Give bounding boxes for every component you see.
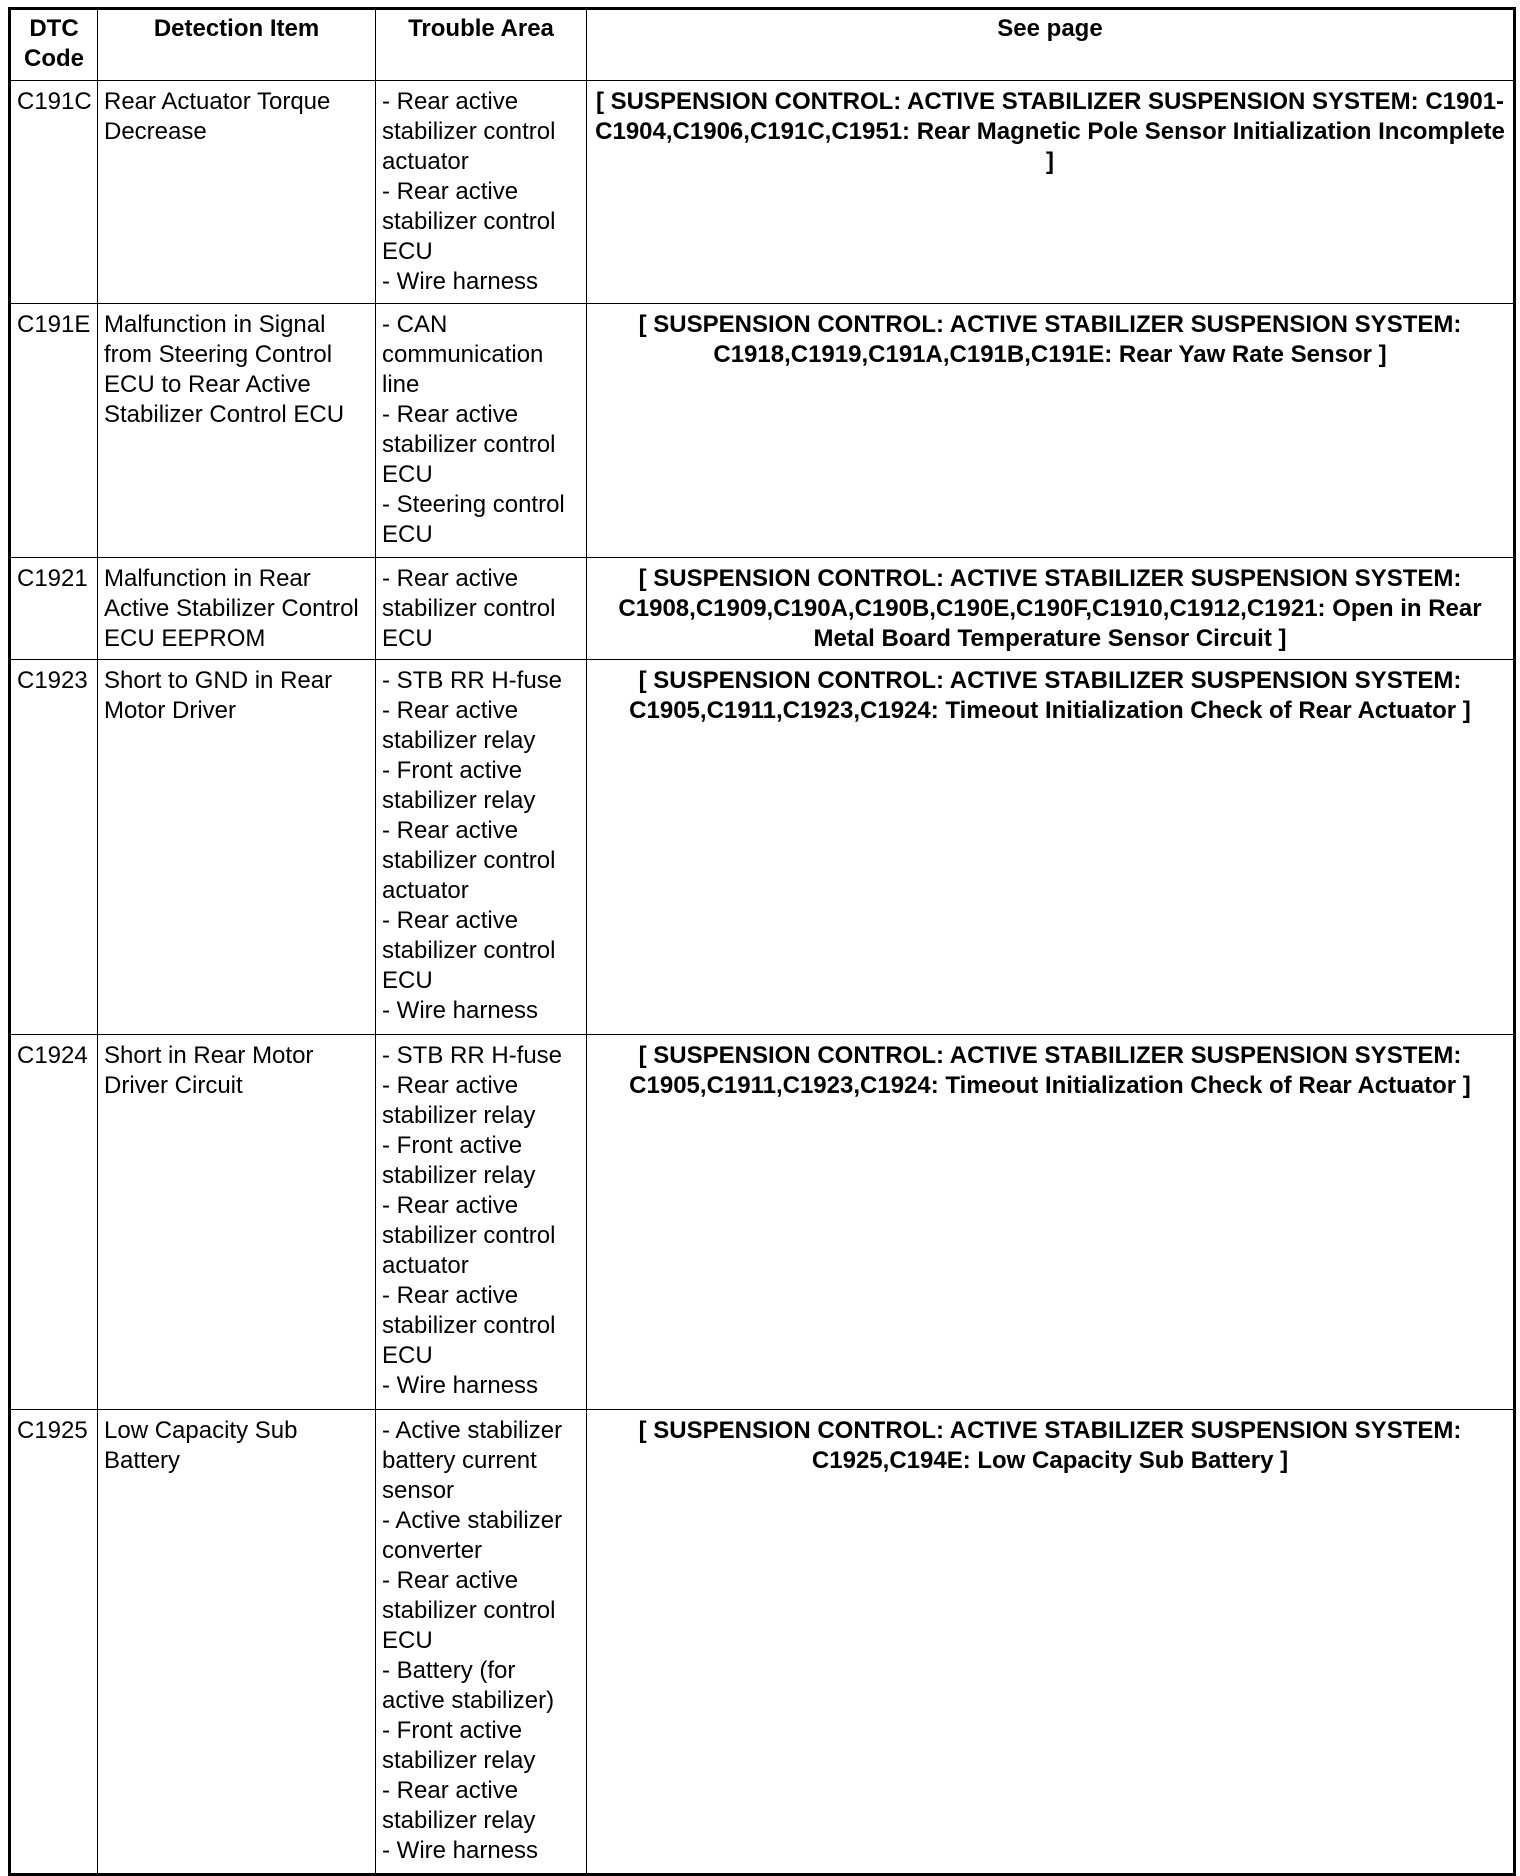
detection-item-cell: Rear Actuator Torque Decrease bbox=[98, 81, 376, 304]
trouble-area-cell: - Rear active stabilizer control actuator - Rear active stabilizer control ECU - Wire harness bbox=[376, 81, 587, 304]
see-page-link[interactable]: [ SUSPENSION CONTROL: ACTIVE STABILIZER SUSPENSION SYSTEM: C1908,C1909,C190A,C190B,C190E,C190F,C1910,C1912,C1921: Open in Rear Metal Board Temperature Sensor Circuit ] bbox=[587, 558, 1515, 660]
dtc-code-cell: C1921 bbox=[10, 558, 98, 660]
dtc-code-cell: C1923 bbox=[10, 660, 98, 1035]
dtc-code-cell: C1925 bbox=[10, 1410, 98, 1875]
trouble-area-cell: - Rear active stabilizer control ECU bbox=[376, 558, 587, 660]
detection-item-cell: Short to GND in Rear Motor Driver bbox=[98, 660, 376, 1035]
dtc-code-cell: C1924 bbox=[10, 1035, 98, 1410]
table-row bbox=[10, 558, 1515, 660]
see-page-link[interactable]: [ SUSPENSION CONTROL: ACTIVE STABILIZER SUSPENSION SYSTEM: C1918,C1919,C191A,C191B,C191E: Rear Yaw Rate Sensor ] bbox=[587, 304, 1515, 558]
detection-item-cell: Malfunction in Signal from Steering Control ECU to Rear Active Stabilizer Control ECU bbox=[98, 304, 376, 558]
table-row bbox=[10, 81, 1515, 304]
header-dtc-code: DTC Code bbox=[10, 9, 98, 81]
see-page-link[interactable]: [ SUSPENSION CONTROL: ACTIVE STABILIZER SUSPENSION SYSTEM: C1905,C1911,C1923,C1924: Timeout Initialization Check of Rear Actuator ] bbox=[587, 660, 1515, 1035]
dtc-code-cell: C191C bbox=[10, 81, 98, 304]
table-row bbox=[10, 1410, 1515, 1875]
header-detection-item: Detection Item bbox=[98, 9, 376, 81]
detection-item-cell: Low Capacity Sub Battery bbox=[98, 1410, 376, 1875]
detection-item-cell: Malfunction in Rear Active Stabilizer Control ECU EEPROM bbox=[98, 558, 376, 660]
table-row bbox=[10, 304, 1515, 558]
trouble-area-cell: - Active stabilizer battery current sensor - Active stabilizer converter - Rear active stabilizer control ECU - Battery (for active stabilizer) - Front active stabilizer relay - Rear active stabilizer relay - Wire harness bbox=[376, 1410, 587, 1875]
header-trouble-area: Trouble Area bbox=[376, 9, 587, 81]
see-page-link[interactable]: [ SUSPENSION CONTROL: ACTIVE STABILIZER SUSPENSION SYSTEM: C1925,C194E: Low Capacity Sub Battery ] bbox=[587, 1410, 1515, 1875]
see-page-link[interactable]: [ SUSPENSION CONTROL: ACTIVE STABILIZER SUSPENSION SYSTEM: C1905,C1911,C1923,C1924: Timeout Initialization Check of Rear Actuator ] bbox=[587, 1035, 1515, 1410]
trouble-area-cell: - STB RR H-fuse - Rear active stabilizer relay - Front active stabilizer relay - Rear active stabilizer control actuator - Rear active stabilizer control ECU - Wire harness bbox=[376, 1035, 587, 1410]
table-row bbox=[10, 1035, 1515, 1410]
trouble-area-cell: - STB RR H-fuse - Rear active stabilizer relay - Front active stabilizer relay - Rear active stabilizer control actuator - Rear active stabilizer control ECU - Wire harness bbox=[376, 660, 587, 1035]
dtc-table bbox=[8, 7, 1516, 1876]
table-header-row bbox=[10, 9, 1515, 81]
table-row bbox=[10, 660, 1515, 1035]
header-see-page: See page bbox=[587, 9, 1515, 81]
dtc-code-cell: C191E bbox=[10, 304, 98, 558]
detection-item-cell: Short in Rear Motor Driver Circuit bbox=[98, 1035, 376, 1410]
trouble-area-cell: - CAN communication line - Rear active stabilizer control ECU - Steering control ECU bbox=[376, 304, 587, 558]
see-page-link[interactable]: [ SUSPENSION CONTROL: ACTIVE STABILIZER SUSPENSION SYSTEM: C1901-C1904,C1906,C191C,C1951: Rear Magnetic Pole Sensor Initialization Incomplete ] bbox=[587, 81, 1515, 304]
